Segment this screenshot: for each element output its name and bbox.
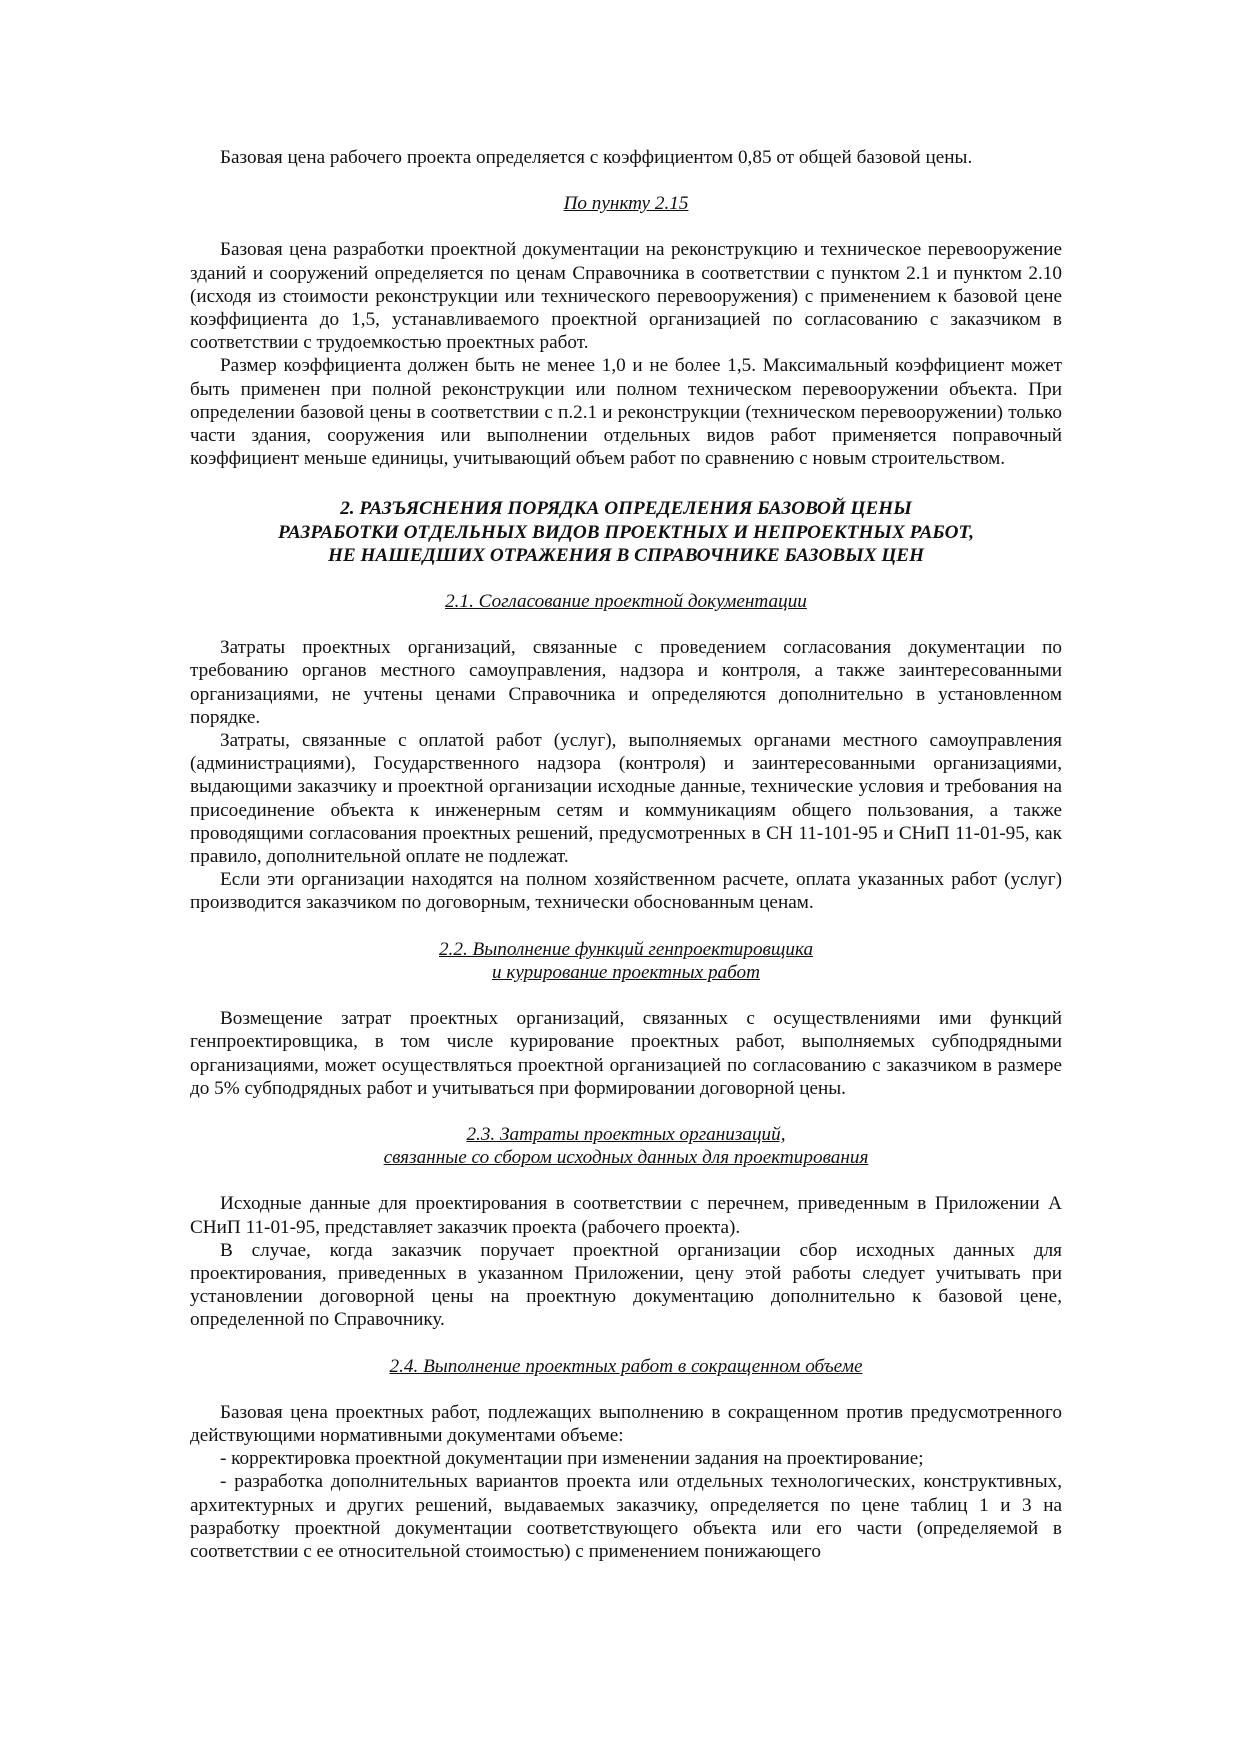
paragraph-2-4-1: Базовая цена проектных работ, подлежащих выполнению в сокращенном против предусмотренного действующими нормативными документами объеме:	[190, 1401, 1062, 1446]
document-page	[190, 146, 1062, 1563]
paragraph-2-4-2: - корректировка проектной документации при изменении задания на проектирование;	[220, 1448, 924, 1470]
subsection-title-2-2-line-1: 2.2. Выполнение функций генпроектировщика	[438, 938, 814, 960]
paragraph-2-15-2: Размер коэффициента должен быть не менее 1,0 и не более 1,5. Максимальный коэффициент может быть применен при полной реконструкции или полном техническом перевооружении объекта. При определении базовой цены в соответствии с п.2.1 и реконструкции (техническом перевооружении) только части здания, сооружения или выполнении отдельных видов работ применяется поправочный коэффициент меньше единицы, учитывающий объем работ по сравнению с новым строительством.	[190, 355, 1062, 470]
section-2-heading-line-1: 2. РАЗЪЯСНЕНИЯ ПОРЯДКА ОПРЕДЕЛЕНИЯ БАЗОВОЙ ЦЕНЫ	[340, 498, 912, 520]
subsection-title-2-4: 2.4. Выполнение проектных работ в сокращенном объеме	[389, 1355, 863, 1377]
paragraph-2-1-2: Затраты, связанные с оплатой работ (услуг), выполняемых органами местного самоуправления (администрациями), Государственного надзора (контроля) и заинтересованными организациями, выдающими заказчику и проектной организации исходные данные, технические условия и требования на присоединение объекта к инженерным сетям и коммуникациям общего пользования, а также проводящими согласования проектных решений, предусмотренных в СН 11-101-95 и СНиП 11-01-95, как правило, дополнительной оплате не подлежат.	[190, 730, 1062, 868]
subsection-title-2-15: По пункту 2.15	[563, 193, 689, 215]
paragraph-2-1-1: Затраты проектных организаций, связанные с проведением согласования документации по требованию органов местного самоуправления, надзора и контроля, а также заинтересованными организациями, не учтены ценами Справочника и определяются дополнительно в установленном порядке.	[190, 637, 1062, 728]
subsection-title-2-3	[190, 1123, 1062, 1169]
paragraph-2-15-1: Базовая цена разработки проектной документации на реконструкцию и техническое перевооружение зданий и сооружений определяется по ценам Справочника в соответствии с пунктом 2.1 и пунктом 2.10 (исходя из стоимости реконструкции или технического перевооружения) с применением к базовой цене коэффициента до 1,5, устанавливаемого проектной организацией по согласованию с заказчиком в соответствии с трудоемкостью проектных работ.	[190, 239, 1062, 354]
paragraph-2-3-1: Исходные данные для проектирования в соответствии с перечнем, приведенным в Приложении А СНиП 11-01-95, представляет заказчик проекта (рабочего проекта).	[190, 1193, 1062, 1238]
section-2-heading-line-3: НЕ НАШЕДШИХ ОТРАЖЕНИЯ В СПРАВОЧНИКЕ БАЗОВЫХ ЦЕН	[327, 544, 925, 566]
paragraph-2-2-1: Возмещение затрат проектных организаций, связанных с осуществлениями ими функций генпроектировщика, в том числе курирование проектных работ, выполняемых субподрядными организациями, может осуществляться проектной организацией по согласованию с заказчиком в размере до 5% субподрядных работ и учитываться при формировании договорной цены.	[190, 1008, 1062, 1099]
paragraph-2-1-3: Если эти организации находятся на полном хозяйственном расчете, оплата указанных работ (услуг) производится заказчиком по договорным, технически обоснованным ценам.	[190, 869, 1062, 914]
paragraph-2-4-3: - разработка дополнительных вариантов проекта или отдельных технологических, конструктивных, архитектурных и других решений, выдаваемых заказчику, определяется по цене таблиц 1 и 3 на разработку проектной документации соответствующего объекта или его части (определяемой в соответствии с ее относительной стоимостью) с применением понижающего	[190, 1471, 1062, 1562]
subsection-title-2-3-line-1: 2.3. Затраты проектных организаций,	[466, 1123, 786, 1145]
subsection-title-2-2	[190, 938, 1062, 984]
subsection-title-2-1: 2.1. Согласование проектной документации	[445, 591, 807, 613]
subsection-title-2-2-line-2: и курирование проектных работ	[492, 961, 760, 983]
intro-paragraph: Базовая цена рабочего проекта определяется с коэффициентом 0,85 от общей базовой цены.	[220, 147, 973, 168]
paragraph-2-3-2: В случае, когда заказчик поручает проектной организации сбор исходных данных для проектирования, приведенных в указанном Приложении, цену этой работы следует учитывать при установлении договорной цены на проектную документацию дополнительно к базовой цене, определенной по Справочнику.	[190, 1239, 1062, 1331]
subsection-title-2-3-line-2: связанные со сбором исходных данных для проектирования	[383, 1147, 869, 1169]
section-2-heading	[190, 497, 1062, 567]
section-2-heading-line-2: РАЗРАБОТКИ ОТДЕЛЬНЫХ ВИДОВ ПРОЕКТНЫХ И НЕПРОЕКТНЫХ РАБОТ,	[277, 521, 975, 543]
